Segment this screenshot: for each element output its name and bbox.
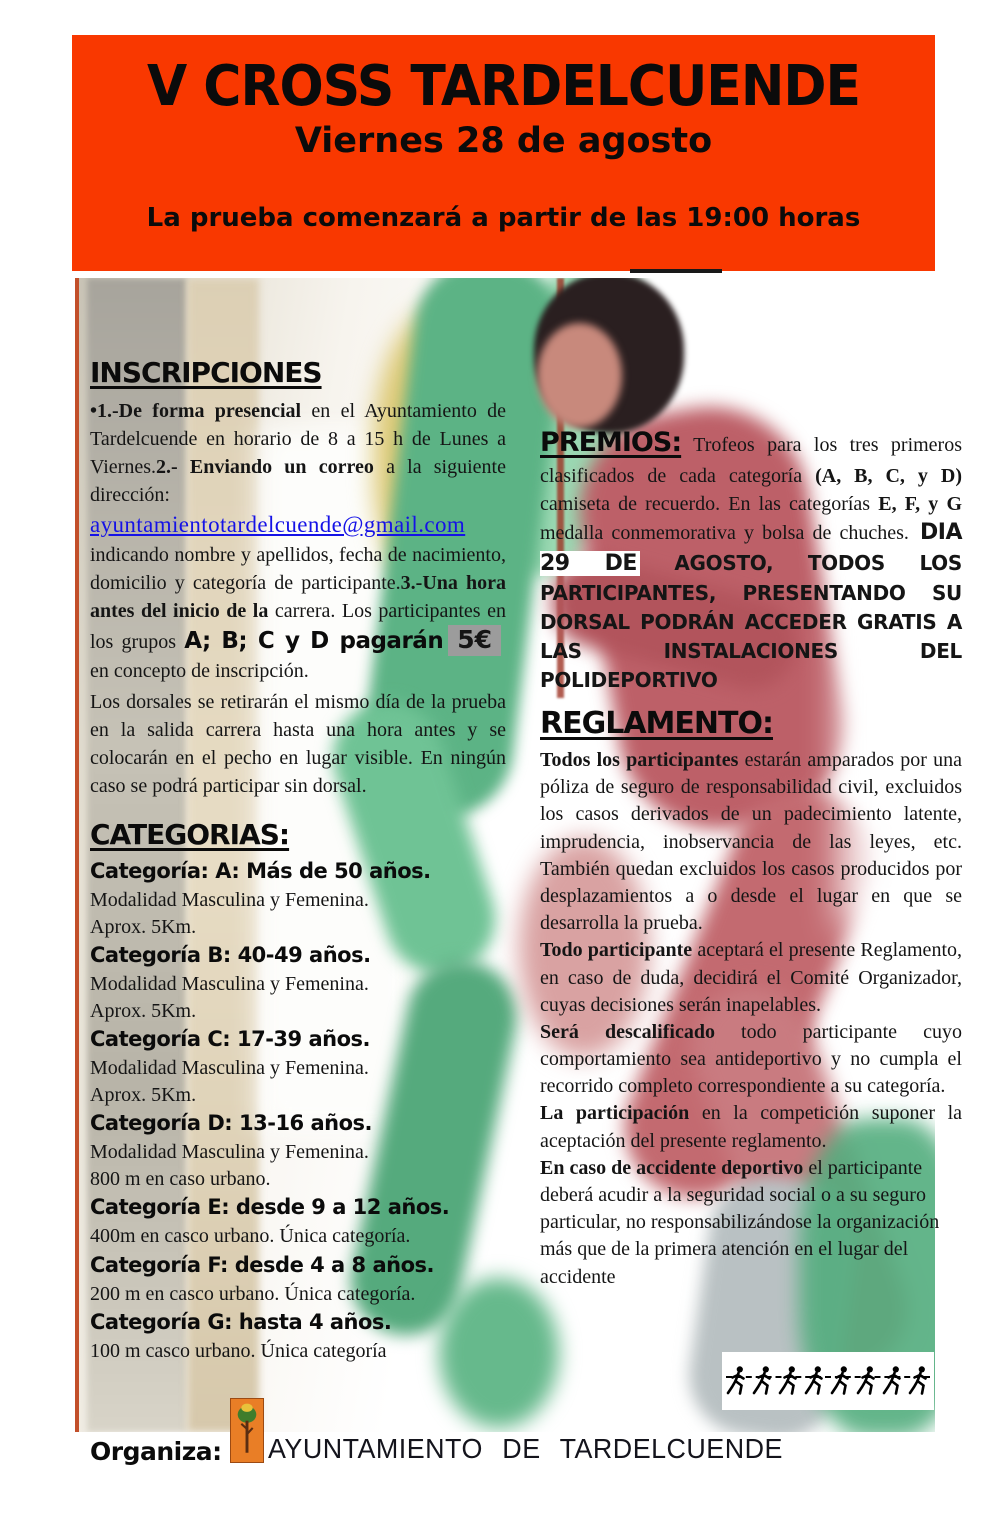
reglamento-paragraph-4	[540, 1100, 962, 1154]
left-column	[90, 356, 506, 1366]
category-detail: 100 m casco urbano. Única categoría	[90, 1340, 387, 1362]
paint-shape	[537, 323, 622, 428]
inscripciones-paragraph	[90, 397, 506, 685]
category-name: Categoría G: hasta 4 años.	[90, 1310, 392, 1335]
reg-p4-lead: La participación	[540, 1102, 690, 1125]
categorias-heading: CATEGORIAS:	[90, 818, 290, 852]
category-detail: 800 m en caso urbano.	[90, 1167, 271, 1190]
runner-icon	[803, 1365, 827, 1397]
reglamento-paragraph-5	[540, 1155, 962, 1291]
inscripciones-heading: INSCRIPCIONES	[90, 356, 322, 389]
dorsales-paragraph: Los dorsales se retirarán el mismo día de la prueba en la salida carrera hasta una hora antes y se colocarán en el pecho en lugar visible. En ningún caso se podrá participar sin dorsal.	[90, 691, 506, 798]
premios-categories-abcd: (A, B, C, y D)	[815, 464, 962, 487]
category-item-f	[90, 1251, 506, 1307]
category-detail: Modalidad Masculina y Femenina.	[90, 889, 369, 912]
category-item-g	[90, 1308, 506, 1364]
fee-badge: 5€	[448, 625, 501, 656]
premios-text-3: medalla conmemorativa y bolsa de chuches.	[540, 521, 918, 544]
category-item-a	[90, 857, 506, 940]
reg-p5-text: el participante deberá acudir a la seguridad social o a su seguro particular, no responsabilizándose la organización más que de la primera atención en el lugar del accidente	[540, 1156, 940, 1288]
category-detail: Aprox. 5Km.	[90, 999, 197, 1022]
inscription-item2-text: a la siguiente dirección:	[90, 456, 506, 506]
groups-display-text: A; B; C y D pagarán	[184, 628, 444, 655]
category-detail: Modalidad Masculina y Femenina.	[90, 1141, 369, 1164]
category-name: Categoría: A: Más de 50 años.	[90, 859, 431, 884]
runner-icon	[907, 1365, 931, 1397]
premios-display-text: AGOSTO, TODOS LOS PARTICIPANTES, PRESENTANDO SU DORSAL PODRÁN ACCEDER GRATIS A LAS INSTALACIONES DEL POLIDEPORTIVO	[540, 550, 962, 693]
reg-p3-lead: Será descalificado	[540, 1020, 715, 1043]
category-item-d	[90, 1109, 506, 1192]
premios-text-1: Trofeos para los tres primeros clasificados de cada categoría	[540, 434, 962, 487]
reglamento-heading: REGLAMENTO:	[540, 706, 773, 741]
email-followup-text: indicando nombre y apellidos, fecha de nacimiento, domicilio y categoría de participante.	[90, 544, 506, 595]
reglamento-paragraph-2	[540, 937, 962, 1019]
category-name: Categoría C: 17-39 años.	[90, 1027, 370, 1052]
category-detail: Modalidad Masculina y Femenina.	[90, 1057, 369, 1080]
runner-icon	[829, 1365, 853, 1397]
page-title: V CROSS TARDELCUENDE	[146, 54, 861, 120]
reg-p1-lead: Todos los participantes	[540, 749, 739, 771]
category-detail: Aprox. 5Km.	[90, 915, 197, 938]
category-name: Categoría B: 40-49 años.	[90, 943, 371, 968]
ayuntamiento-logo-icon	[230, 1398, 264, 1463]
category-item-e	[90, 1193, 506, 1249]
categorias-list	[90, 857, 506, 1364]
inscription-item3-text: carrera. Los participantes en los grupos	[90, 600, 506, 654]
premios-text-2: camiseta de recuerdo. En las categorías	[540, 492, 879, 515]
category-name: Categoría D: 13-16 años.	[90, 1111, 372, 1136]
category-item-c	[90, 1025, 506, 1108]
header-underline-fragment	[630, 269, 722, 273]
fee-text: en concepto de inscripción.	[90, 660, 309, 683]
start-time-line: La prueba comenzará a partir de las 19:00 horas	[146, 203, 861, 233]
reg-p1-text: estarán amparados por una póliza de seguro de responsabilidad civil, excluidos los casos derivados de un padecimiento latente, imprudencia, inobservancia de las leyes, etc. También quedan excluidos los casos producidos por desplazamientos a o desde el lugar en que se desarrolla la prueba.	[540, 749, 962, 935]
category-item-b	[90, 941, 506, 1024]
premios-categories-efg: E, F, y G	[878, 492, 963, 515]
reg-p4-text: en la competición suponer la aceptación del presente reglamento.	[540, 1102, 963, 1152]
reg-p2-text: aceptará el presente Reglamento, en caso de duda, decidirá el Comité Organizador, cuyas decisiones serán inapelables.	[540, 939, 962, 1016]
inscription-item1-bold: •1.-De forma presencial	[90, 400, 302, 422]
event-date: Viernes 28 de agosto	[294, 121, 713, 161]
reglamento-section	[540, 706, 962, 1291]
reg-p3-text: todo participante cuyo comportamiento sea antideportivo y no cumpla el recorrido completo correspondiente a su categoría.	[540, 1020, 963, 1098]
category-detail: 200 m en casco urbano. Única categoría.	[90, 1282, 416, 1305]
runner-icon	[855, 1365, 879, 1397]
reg-p2-lead: Todo participante	[540, 939, 693, 962]
runners-icon-strip	[722, 1352, 934, 1410]
category-detail: 400m en casco urbano. Única categoría.	[90, 1225, 411, 1248]
premios-heading: PREMIOS:	[540, 427, 682, 458]
premios-paragraph	[540, 424, 962, 695]
email-link[interactable]: ayuntamientotardelcuende@gmail.com	[90, 512, 466, 537]
runner-icon	[751, 1365, 775, 1397]
category-name: Categoría F: desde 4 a 8 años.	[90, 1252, 434, 1277]
reglamento-paragraph-1	[540, 747, 962, 937]
header-banner	[72, 35, 935, 271]
organizer-name: AYUNTAMIENTO DE TARDELCUENDE	[268, 1433, 783, 1464]
category-detail: Modalidad Masculina y Femenina.	[90, 973, 369, 996]
right-column	[540, 424, 962, 695]
reglamento-paragraph-3	[540, 1019, 962, 1101]
category-detail: Aprox. 5Km.	[90, 1083, 197, 1106]
runner-icon	[725, 1365, 749, 1397]
category-name: Categoría E: desde 9 a 12 años.	[90, 1195, 450, 1220]
organiza-label: Organiza:	[90, 1437, 222, 1466]
inscription-item3-bold: 3.-Una hora antes del inicio de la	[90, 572, 506, 623]
inscription-item2-bold: 2.- Enviando un correo	[156, 456, 374, 478]
dia-29-highlight: DIA 29 DE	[540, 519, 962, 576]
reg-p5-lead: En caso de accidente deportivo	[540, 1156, 804, 1179]
runner-icon	[881, 1365, 905, 1397]
runner-icon	[777, 1365, 801, 1397]
inscription-item1-text: en el Ayuntamiento de Tardelcuende en horario de 8 a 15 h de Lunes a Viernes.	[90, 400, 507, 478]
